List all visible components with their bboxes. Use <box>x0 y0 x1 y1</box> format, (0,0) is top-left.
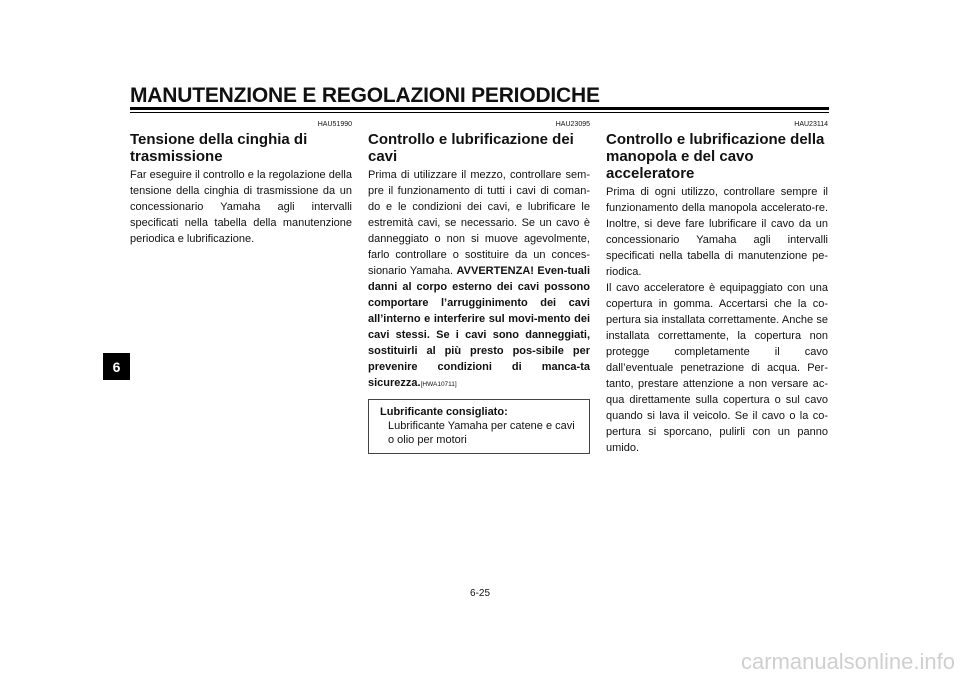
section-heading: Controllo e lubrificazione della manopola e del cavo acceleratore <box>606 131 825 182</box>
section-cables <box>368 120 590 454</box>
chapter-number: 6 <box>112 358 121 375</box>
section-belt-tension <box>130 120 352 247</box>
section-paragraph: Prima di ogni utilizzo, controllare sempre il funzionamento della manopola accelerato-re. Inoltre, si deve fare lubrificare il cavo da un concessionario Yamaha agli intervalli specificati nella tabella di manutenzione pe-riodica. <box>606 186 828 278</box>
page-title: MANUTENZIONE E REGOLAZIONI PERIODICHE <box>130 84 600 107</box>
warning-code: [HWA10711] <box>420 381 457 388</box>
section-code: HAU51990 <box>317 121 352 128</box>
section-code: HAU23114 <box>794 121 828 128</box>
warning-text: AVVERTENZA! Even-tuali danni al corpo esterno dei cavi possono comportare l’arrugginimento dei cavi all’interno e interferire sul movi-mento dei cavi stessi. Se i cavi sono danneggiati, sostituirli al più presto pos-sibile per prevenire condizioni di manca-ta sicurezza. <box>368 265 590 389</box>
page-number: 6-25 <box>469 588 490 599</box>
section-heading: Controllo e lubrificazione dei cavi <box>368 131 574 165</box>
header-rule-thick <box>130 107 829 110</box>
lubricant-value: Lubrificante Yamaha per catene e cavi o olio per motori <box>388 420 575 446</box>
section-paragraph: Il cavo acceleratore è equipaggiato con una copertura in gomma. Accertarsi che la co-pertura sia installata correttamente. Anche se installata correttamente, la copertura non protegge completamente il cavo dall’eventuale penetrazione di acqua. Per-tanto, prestare attenzione a non versare ac-qua direttamente sulla copertura o sul cavo quando si lava il veicolo. Se il cavo o la co-pertura si sporcano, pulirli con un panno umido. <box>606 282 828 454</box>
chapter-tab <box>103 353 130 380</box>
section-paragraph: Far eseguire il controllo e la regolazione della tensione della cinghia di trasmissione da un concessionario Yamaha agli intervalli specificati nella tabella della manutenzione periodica e lubrificazione. <box>130 169 352 245</box>
section-paragraph <box>368 167 590 393</box>
watermark: carmanualsonline.info <box>740 649 955 674</box>
section-code: HAU23095 <box>555 121 590 128</box>
lubricant-title: Lubrificante consigliato: <box>380 406 508 418</box>
section-body: Prima di utilizzare il mezzo, controllare sem-pre il funzionamento di tutti i cavi di coman-do e le condizioni dei cavi, e lubrificare le estremità cavi, se necessario. Se un cavo è danneggiato o non si muove agevolmente, farlo controllare o sostituire da un conces-sionario Yamaha. <box>368 169 590 277</box>
section-heading: Tensione della cinghia di trasmissione <box>130 131 308 165</box>
section-throttle <box>606 120 828 456</box>
header-rule-thin <box>130 112 829 113</box>
recommended-lubricant-box <box>368 399 590 454</box>
